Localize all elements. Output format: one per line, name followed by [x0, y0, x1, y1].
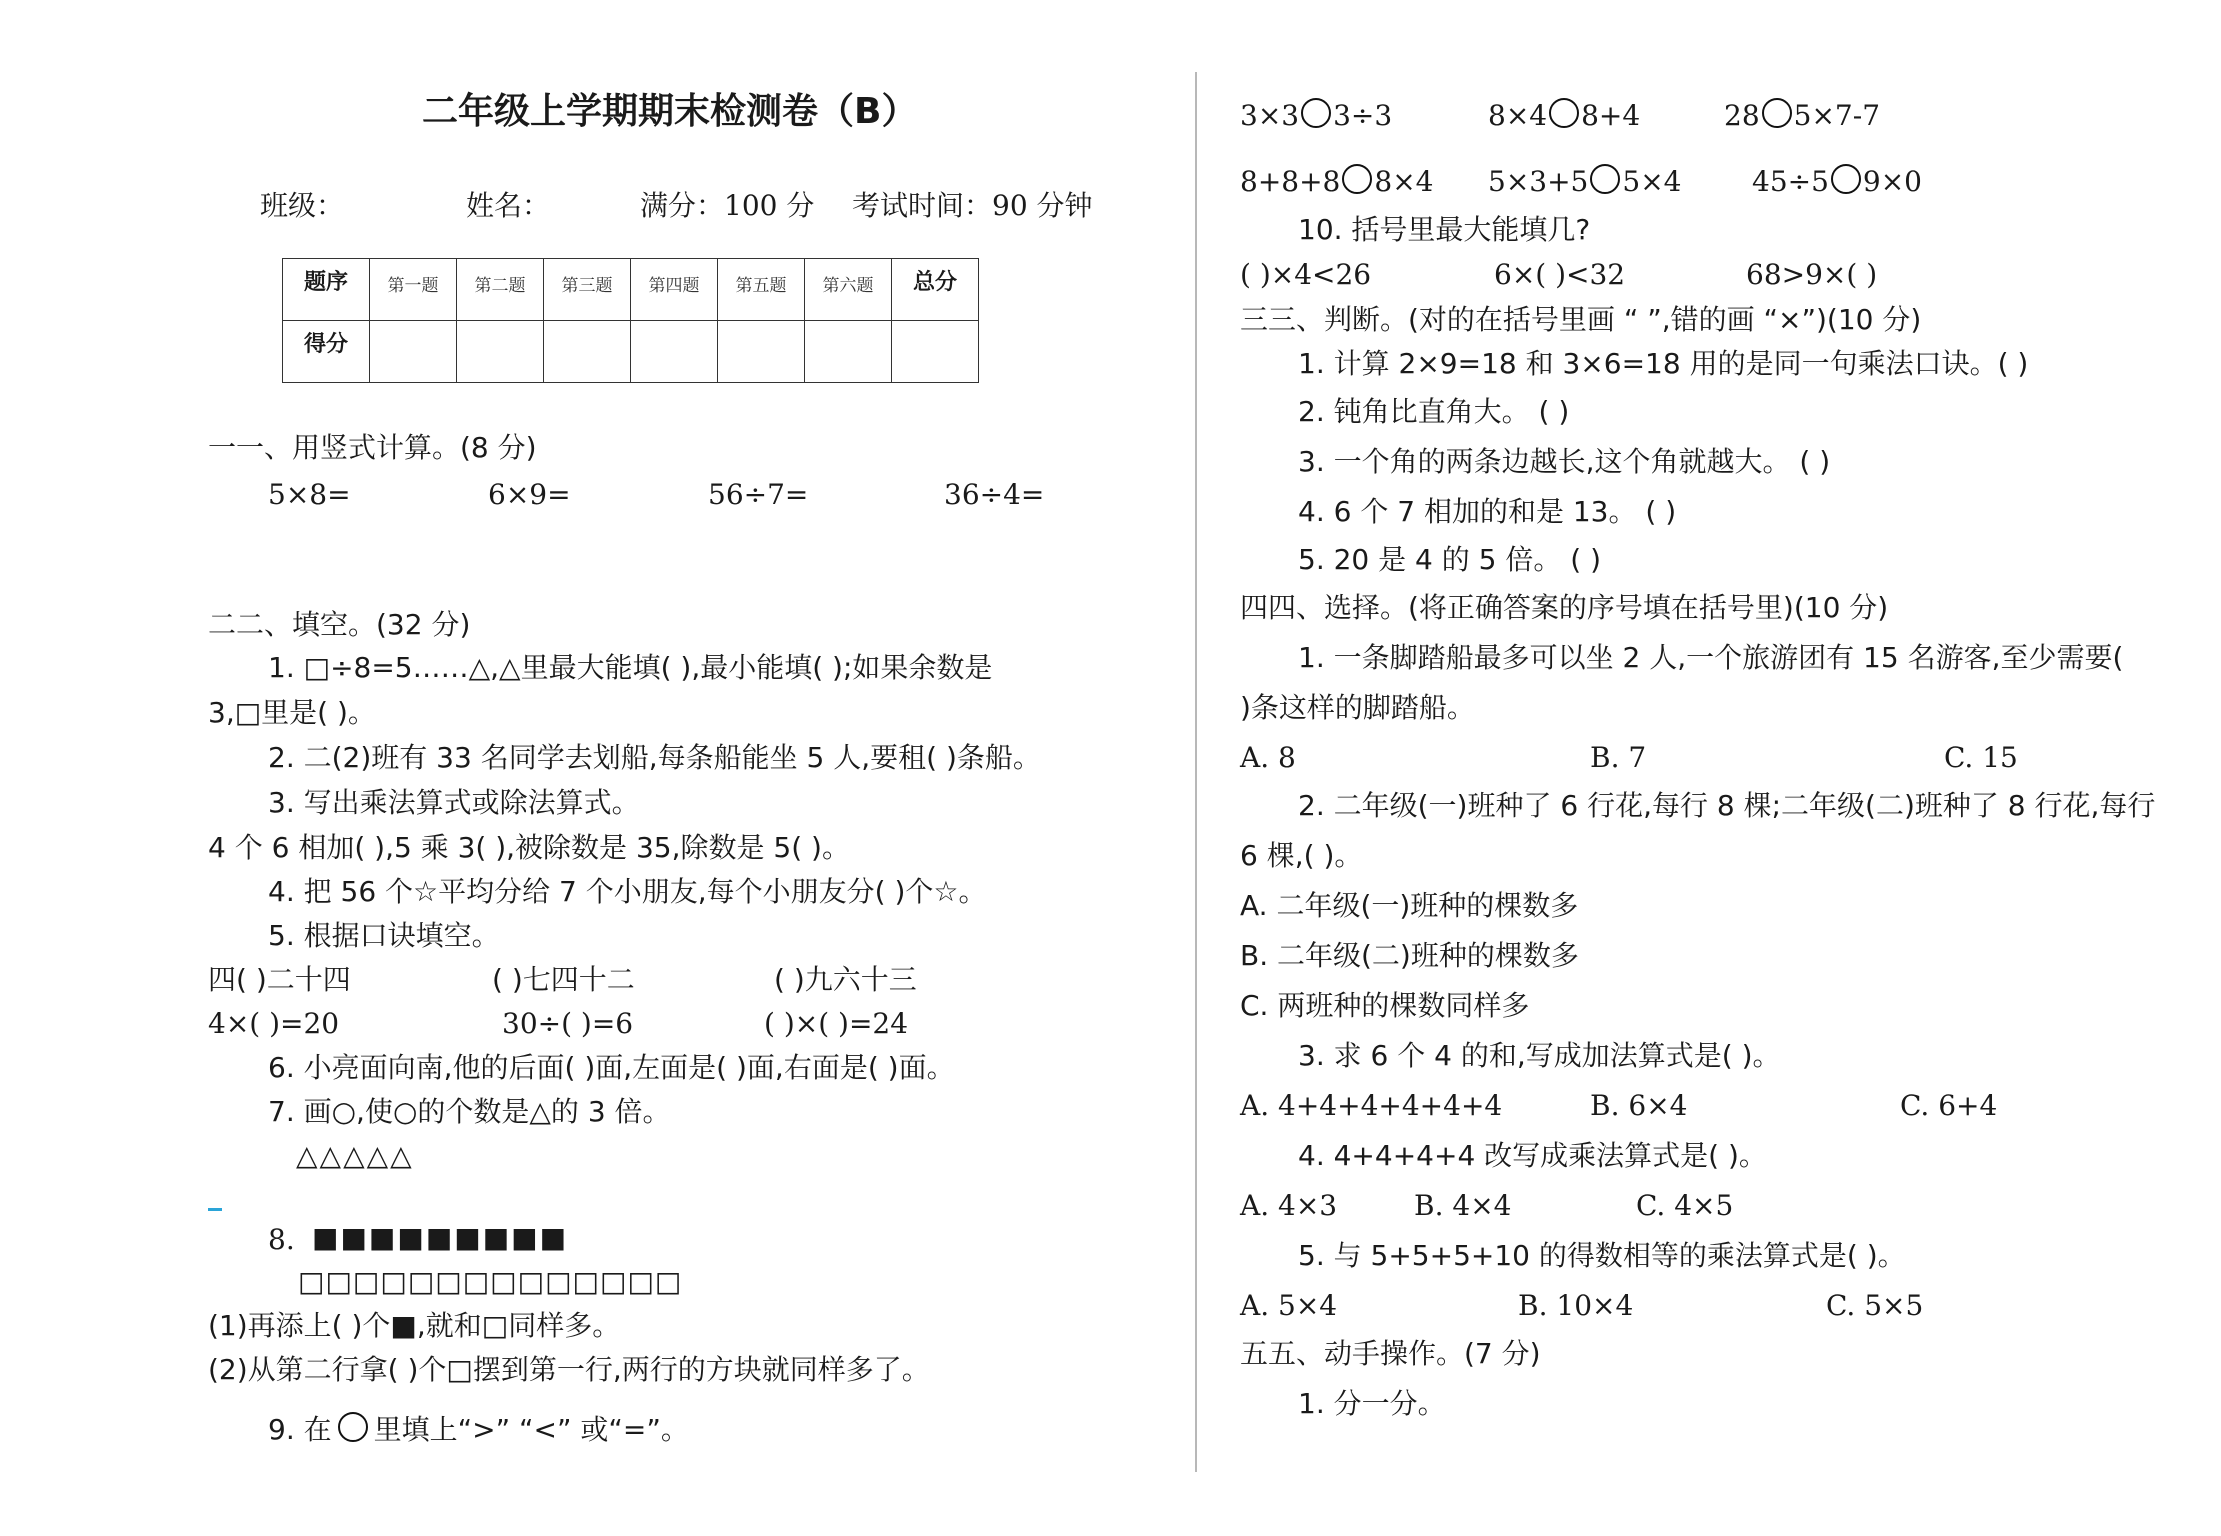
score-input-cell[interactable] — [544, 321, 631, 383]
name-label: 姓名： — [466, 189, 551, 222]
operate-q1: 1. 分一分。 — [1298, 1387, 1446, 1420]
choice-q1-line2: )条这样的脚踏船。 — [1240, 691, 1475, 724]
score-input-cell[interactable] — [892, 321, 979, 383]
compare-circle[interactable] — [1831, 164, 1861, 194]
section2-heading: 二二、填空。(32 分) — [208, 608, 471, 641]
q10-item: 6×( )<32 — [1494, 258, 1626, 291]
compare-left: 8×4 — [1488, 99, 1548, 132]
fill-q9 — [268, 1412, 689, 1448]
fill-q6: 6. 小亮面向南,他的后面( )面,左面是( )面,右面是( )面。 — [268, 1051, 955, 1084]
section4-heading: 四四、选择。(将正确答案的序号填在括号里)(10 分) — [1240, 591, 1889, 624]
score-header-cell: 第三题 — [544, 259, 631, 321]
q5-row1-item: ( )七四十二 — [492, 963, 635, 996]
choice-option[interactable]: C. 4×5 — [1636, 1189, 1734, 1222]
compare-left: 5×3+5 — [1488, 165, 1589, 198]
score-input-cell[interactable] — [718, 321, 805, 383]
white-squares-row: □□□□□□□□□□□□□□ — [298, 1265, 683, 1298]
choice-option[interactable]: A. 二年级(一)班种的棵数多 — [1240, 889, 1579, 922]
choice-option[interactable]: B. 6×4 — [1590, 1089, 1688, 1122]
q10-item: 68>9×( ) — [1746, 258, 1878, 291]
compare-right: 5×4 — [1622, 165, 1682, 198]
fill-q5: 5. 根据口诀填空。 — [268, 919, 500, 952]
q5-row2-item: 30÷( )=6 — [502, 1007, 634, 1040]
score-header-cell: 第一题 — [370, 259, 457, 321]
choice-option[interactable]: C. 5×5 — [1826, 1289, 1924, 1322]
compare-circle[interactable] — [1342, 164, 1372, 194]
compare-left: 45÷5 — [1752, 165, 1829, 198]
compare-right: 5×7-7 — [1793, 99, 1881, 132]
fill-q1-line2: 3,□里是( )。 — [208, 696, 376, 729]
compare-left: 3×3 — [1240, 99, 1300, 132]
compare-circle[interactable] — [1590, 164, 1620, 194]
black-squares-row: ■■■■■■■■■ — [312, 1221, 569, 1254]
score-header-cell: 题序 — [283, 259, 370, 321]
judge-item: 1. 计算 2×9=18 和 3×6=18 用的是同一句乘法口诀。( ) — [1298, 347, 2029, 380]
score-header-cell: 第二题 — [457, 259, 544, 321]
choice-option[interactable]: B. 10×4 — [1518, 1289, 1634, 1322]
q10-item: ( )×4<26 — [1240, 258, 1372, 291]
fill-q8-sub1: (1)再添上( )个■,就和□同样多。 — [208, 1309, 621, 1342]
calc-item: 56÷7= — [708, 478, 809, 511]
triangle-row: △△△△△ — [296, 1139, 414, 1172]
section1-heading: 一一、用竖式计算。(8 分) — [208, 431, 537, 464]
compare-row — [1240, 98, 1392, 134]
score-input-cell[interactable] — [370, 321, 457, 383]
q5-row2-item: 4×( )=20 — [208, 1007, 340, 1040]
fill-q1-line1: 1. □÷8=5……△,△里最大能填( ),最小能填( );如果余数是 — [268, 651, 993, 684]
judge-item: 3. 一个角的两条边越长,这个角就越大。 ( ) — [1298, 445, 1831, 478]
compare-right: 9×0 — [1862, 165, 1922, 198]
score-row-label: 得分 — [283, 321, 370, 383]
q5-row2-item: ( )×( )=24 — [764, 1007, 909, 1040]
score-table-header-row — [283, 259, 979, 321]
blue-mark — [208, 1208, 222, 1211]
class-label: 班级： — [260, 189, 345, 222]
compare-row — [1724, 98, 1880, 134]
column-divider — [1195, 72, 1197, 1472]
calc-item: 5×8= — [268, 478, 351, 511]
choice-option[interactable]: B. 7 — [1590, 741, 1647, 774]
fill-q9-text: 里填上“>” “<” 或“=”。 — [373, 1413, 689, 1446]
choice-option[interactable]: A. 8 — [1240, 741, 1296, 774]
choice-q5: 5. 与 5+5+5+10 的得数相等的乘法算式是( )。 — [1298, 1239, 1906, 1272]
score-table-score-row — [283, 321, 979, 383]
fill-q8-sub2: (2)从第二行拿( )个□摆到第一行,两行的方块就同样多了。 — [208, 1353, 930, 1386]
choice-option[interactable]: C. 15 — [1944, 741, 2018, 774]
compare-row — [1488, 164, 1681, 200]
compare-right: 3÷3 — [1333, 99, 1393, 132]
compare-circle[interactable] — [338, 1412, 368, 1442]
score-input-cell[interactable] — [631, 321, 718, 383]
q10-title: 10. 括号里最大能填几? — [1298, 213, 1591, 246]
compare-row — [1240, 164, 1433, 200]
choice-q4: 4. 4+4+4+4 改写成乘法算式是( )。 — [1298, 1139, 1767, 1172]
choice-q2-line2: 6 棵,( )。 — [1240, 839, 1363, 872]
score-input-cell[interactable] — [457, 321, 544, 383]
judge-item: 4. 6 个 7 相加的和是 13。 ( ) — [1298, 495, 1677, 528]
section5-heading: 五五、动手操作。(7 分) — [1240, 1337, 1541, 1370]
q5-row1-item: 四( )二十四 — [208, 963, 351, 996]
compare-circle[interactable] — [1762, 98, 1792, 128]
judge-item: 5. 20 是 4 的 5 倍。 ( ) — [1298, 543, 1602, 576]
choice-option[interactable]: B. 二年级(二)班种的棵数多 — [1240, 939, 1579, 972]
choice-option[interactable]: C. 两班种的棵数同样多 — [1240, 989, 1530, 1022]
fill-q3: 3. 写出乘法算式或除法算式。 — [268, 786, 640, 819]
score-input-cell[interactable] — [805, 321, 892, 383]
fill-q9-text: 9. 在 — [268, 1413, 332, 1446]
choice-q3: 3. 求 6 个 4 的和,写成加法算式是( )。 — [1298, 1039, 1781, 1072]
choice-option[interactable]: C. 6+4 — [1900, 1089, 1998, 1122]
compare-circle[interactable] — [1549, 98, 1579, 128]
score-header-cell: 第五题 — [718, 259, 805, 321]
fill-q8-number: 8. — [268, 1223, 295, 1256]
score-table — [282, 258, 979, 383]
choice-option[interactable]: A. 4+4+4+4+4+4 — [1240, 1089, 1503, 1122]
compare-circle[interactable] — [1301, 98, 1331, 128]
full-score: 满分：100 分 — [640, 189, 815, 222]
judge-item: 2. 钝角比直角大。 ( ) — [1298, 395, 1570, 428]
score-header-cell: 总分 — [892, 259, 979, 321]
calc-item: 36÷4= — [944, 478, 1045, 511]
section3-heading: 三三、判断。(对的在括号里画 “ ”,错的画 “×”)(10 分) — [1240, 303, 1922, 336]
score-header-cell: 第六题 — [805, 259, 892, 321]
fill-q7: 7. 画○,使○的个数是△的 3 倍。 — [268, 1095, 671, 1128]
fill-q4: 4. 把 56 个☆平均分给 7 个小朋友,每个小朋友分( )个☆。 — [268, 875, 987, 908]
choice-option[interactable]: A. 5×4 — [1240, 1289, 1338, 1322]
compare-left: 8+8+8 — [1240, 165, 1341, 198]
compare-row — [1752, 164, 1922, 200]
choice-option[interactable]: A. 4×3 — [1240, 1189, 1338, 1222]
fill-q3-line: 4 个 6 相加( ),5 乘 3( ),被除数是 35,除数是 5( )。 — [208, 831, 850, 864]
choice-q2-line1: 2. 二年级(一)班种了 6 行花,每行 8 棵;二年级(二)班种了 8 行花,每行 — [1298, 789, 2156, 822]
q5-row1-item: ( )九六十三 — [774, 963, 917, 996]
compare-right: 8+4 — [1581, 99, 1641, 132]
compare-left: 28 — [1724, 99, 1760, 132]
page-title: 二年级上学期期末检测卷（B） — [422, 91, 918, 132]
calc-item: 6×9= — [488, 478, 571, 511]
score-header-cell: 第四题 — [631, 259, 718, 321]
choice-option[interactable]: B. 4×4 — [1414, 1189, 1512, 1222]
choice-q1-line1: 1. 一条脚踏船最多可以坐 2 人,一个旅游团有 15 名游客,至少需要( — [1298, 641, 2124, 674]
fill-q2: 2. 二(2)班有 33 名同学去划船,每条船能坐 5 人,要租( )条船。 — [268, 741, 1041, 774]
compare-right: 8×4 — [1374, 165, 1434, 198]
exam-time: 考试时间：90 分钟 — [852, 189, 1093, 222]
compare-row — [1488, 98, 1640, 134]
